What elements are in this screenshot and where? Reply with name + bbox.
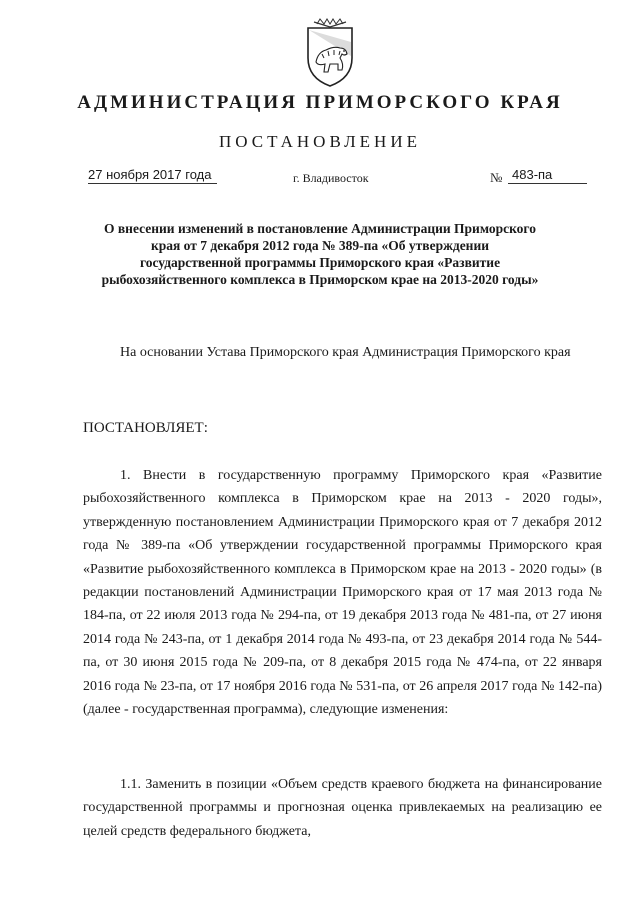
paragraph-1: 1. Внести в государственную программу Приморского края «Развитие рыбохозяйственного комплекса в Приморском крае на 2013 - 2020 годы», утвержденную постановлением Администрации Приморского края от 7 декабря 2012 года № 389-па «Об утверждении государственной программы Приморского края «Развитие рыбохозяйственного комплекса в Приморском крае на 2013 - 2020 годы» (в редакции постановлений Администрации Приморского края от 17 мая 2013 года № 184-па, от 22 июля 2013 года № 294-па, от 19 декабря 2013 года № 481-па, от 27 июня 2014 года № 243-па, от 1 декабря 2014 года № 493-па, от 23 декабря 2014 года № 544-па, от 30 июня 2015 года № 209-па, от 8 декабря 2015 года № 474-па, от 22 января 2016 года № 23-па, от 17 ноября 2016 года № 531-па, от 26 апреля 2017 года № 142-па) (далее - государственная программа), следующие изменения: <box>83 468 602 718</box>
paragraph-1-1: 1.1. Заменить в позиции «Объем средств краевого бюджета на финансирование государственной программы и прогнозная оценка привлекаемых на реализацию ее целей средств федерального бюджета, <box>83 777 602 839</box>
tiger-shield-icon <box>300 18 360 88</box>
document-number: 483-па <box>508 167 587 184</box>
resolve-heading: ПОСТАНОВЛЯЕТ: <box>83 420 208 436</box>
preamble-paragraph: На основании Устава Приморского края Администрация Приморского края <box>120 345 571 360</box>
document-type: ПОСТАНОВЛЕНИЕ <box>218 132 421 151</box>
document-number-label: № <box>490 170 503 185</box>
organization-name: АДМИНИСТРАЦИЯ ПРИМОРСКОГО КРАЯ <box>77 92 563 113</box>
document-title: О внесении изменений в постановление Администрации Приморского края от 7 декабря 2012 года № 389-па «Об утверждении государственной программы Приморского края «Развитие рыбохозяйственного комплекса в Приморском крае на 2013-2020 годы» <box>101 221 539 287</box>
coat-of-arms-icon <box>300 18 360 88</box>
document-date: 27 ноября 2017 года <box>88 167 217 184</box>
document-city: г. Владивосток <box>293 171 369 185</box>
